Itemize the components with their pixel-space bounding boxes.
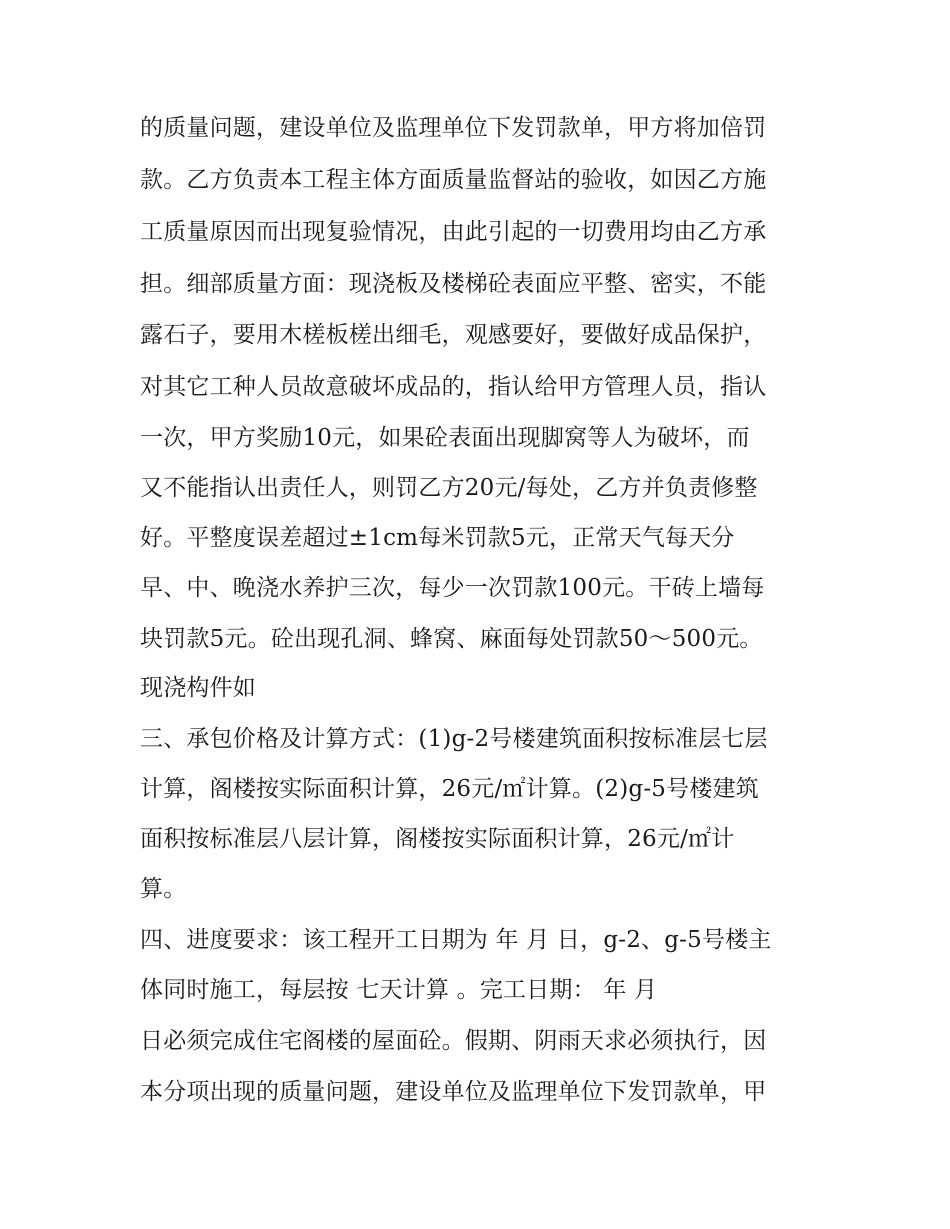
text-line: 块罚款5元。砼出现孔洞、蜂窝、麻面每处罚款50～500元。 (140, 626, 763, 652)
text-line: 计算，阁楼按实际面积计算，26元/㎡计算。(2)g-5号楼建筑 (140, 776, 759, 802)
text-line: 工质量原因而出现复验情况，由此引起的一切费用均由乙方承 (140, 219, 767, 245)
text-line: 露石子，要用木槎板槎出细毛，观感要好，要做好成品保护， (140, 322, 767, 348)
text-line: 担。细部质量方面：现浇板及楼梯砼表面应平整、密实，不能 (140, 271, 767, 297)
text-line: 现浇构件如 (140, 675, 256, 701)
text-line: 三、承包价格及计算方式：(1)g-2号楼建筑面积按标准层七层 (140, 726, 768, 752)
text-line: 算。 (140, 876, 187, 902)
text-line: 的质量问题，建设单位及监理单位下发罚款单，甲方将加倍罚 (140, 115, 767, 141)
text-line: 面积按标准层八层计算，阁楼按实际面积计算，26元/㎡计 (140, 826, 735, 852)
text-line: 对其它工种人员故意破坏成品的，指认给甲方管理人员，指认 (140, 374, 767, 400)
text-line: 又不能指认出责任人，则罚乙方20元/每处，乙方并负责修整 (140, 475, 758, 501)
text-line: 本分项出现的质量问题，建设单位及监理单位下发罚款单，甲 (140, 1079, 767, 1105)
text-line: 款。乙方负责本工程主体方面质量监督站的验收，如因乙方施 (140, 167, 767, 193)
text-line: 一次，甲方奖励10元，如果砼表面出现脚窝等人为破坏，而 (140, 425, 750, 451)
text-line: 好。平整度误差超过±1cm每米罚款5元，正常天气每天分 (140, 525, 735, 551)
text-line: 体同时施工，每层按 七天计算 。完工日期： 年 月 (140, 977, 658, 1003)
text-line: 四、进度要求：该工程开工日期为 年 月 日，g-2、g-5号楼主 (140, 927, 772, 953)
text-line: 早、中、晚浇水养护三次，每少一次罚款100元。干砖上墙每 (140, 575, 765, 601)
text-line: 日必须完成住宅阁楼的屋面砼。假期、阴雨天求必须执行，因 (140, 1028, 767, 1054)
